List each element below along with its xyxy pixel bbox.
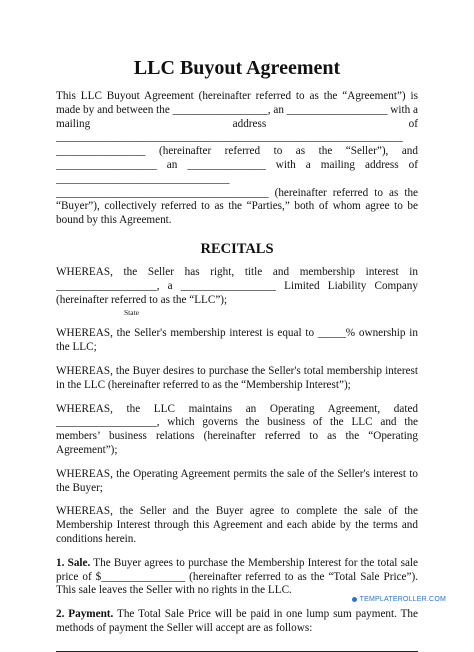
recital-1: WHEREAS, the Seller has right, title and membership interest in __________________, a _________________ Limited Liability Company (hereinafter referred to as the “LLC”); — [56, 265, 418, 306]
recitals-heading: RECITALS — [200, 240, 274, 257]
recital-5: WHEREAS, the Operating Agreement permits the sale of the Seller's interest to the Buyer; — [56, 467, 418, 494]
section-payment-text: The Total Sale Price will be paid in one lump sum payment. The methods of payment the Seller will accept are as follows: — [56, 608, 418, 634]
document-title: LLC Buyout Agreement — [133, 57, 341, 79]
section-sale-text: The Buyer agrees to purchase the Membership Interest for the total sale price of $_______________ (hereinafter referred to as the “Total Sale Price”). This sale leaves the Seller with no rights in the LLC. — [56, 556, 419, 597]
intro-paragraph: This LLC Buyout Agreement (hereinafter referred to as the “Agreement”) is made by and between the _________________, an __________________ with a mailing address of ______________________________________________________________ ________________ (hereinafter referred to as the “Seller”), and __________________ an ______________ with a mailing address of _______________________________ ______________________________________ (hereinafter referred to as the “Buyer”), collectively referred to as the “Parties,” both of whom agree to be bound by this Agreement. — [56, 90, 418, 227]
footer-brand[interactable] — [352, 596, 446, 603]
recital-2: WHEREAS, the Seller's membership interest is equal to _____% ownership in the LLC; — [56, 327, 418, 354]
footer-brand-text: TEMPLATEROLLER.COM — [359, 596, 446, 603]
section-sale — [56, 557, 418, 598]
templateroller-logo-icon — [352, 597, 357, 602]
payment-methods-line[interactable] — [56, 650, 418, 652]
section-payment — [56, 608, 418, 636]
section-payment-label: 2. Payment. — [56, 608, 114, 621]
section-sale-label: 1. Sale. — [56, 556, 91, 569]
recital-3: WHEREAS, the Buyer desires to purchase the Seller's total membership interest in the LLC (hereinafter referred to as the “Membership Interest”); — [56, 364, 418, 391]
state-label: State — [124, 308, 139, 318]
recital-6: WHEREAS, the Seller and the Buyer agree to complete the sale of the Membership Interest through this Agreement and each abide by the terms and conditions herein. — [56, 505, 418, 545]
recital-4: WHEREAS, the LLC maintains an Operating Agreement, dated __________________, which governs the business of the LLC and the members’ business relations (hereinafter referred to as the “Operating Agreement”); — [56, 402, 418, 456]
